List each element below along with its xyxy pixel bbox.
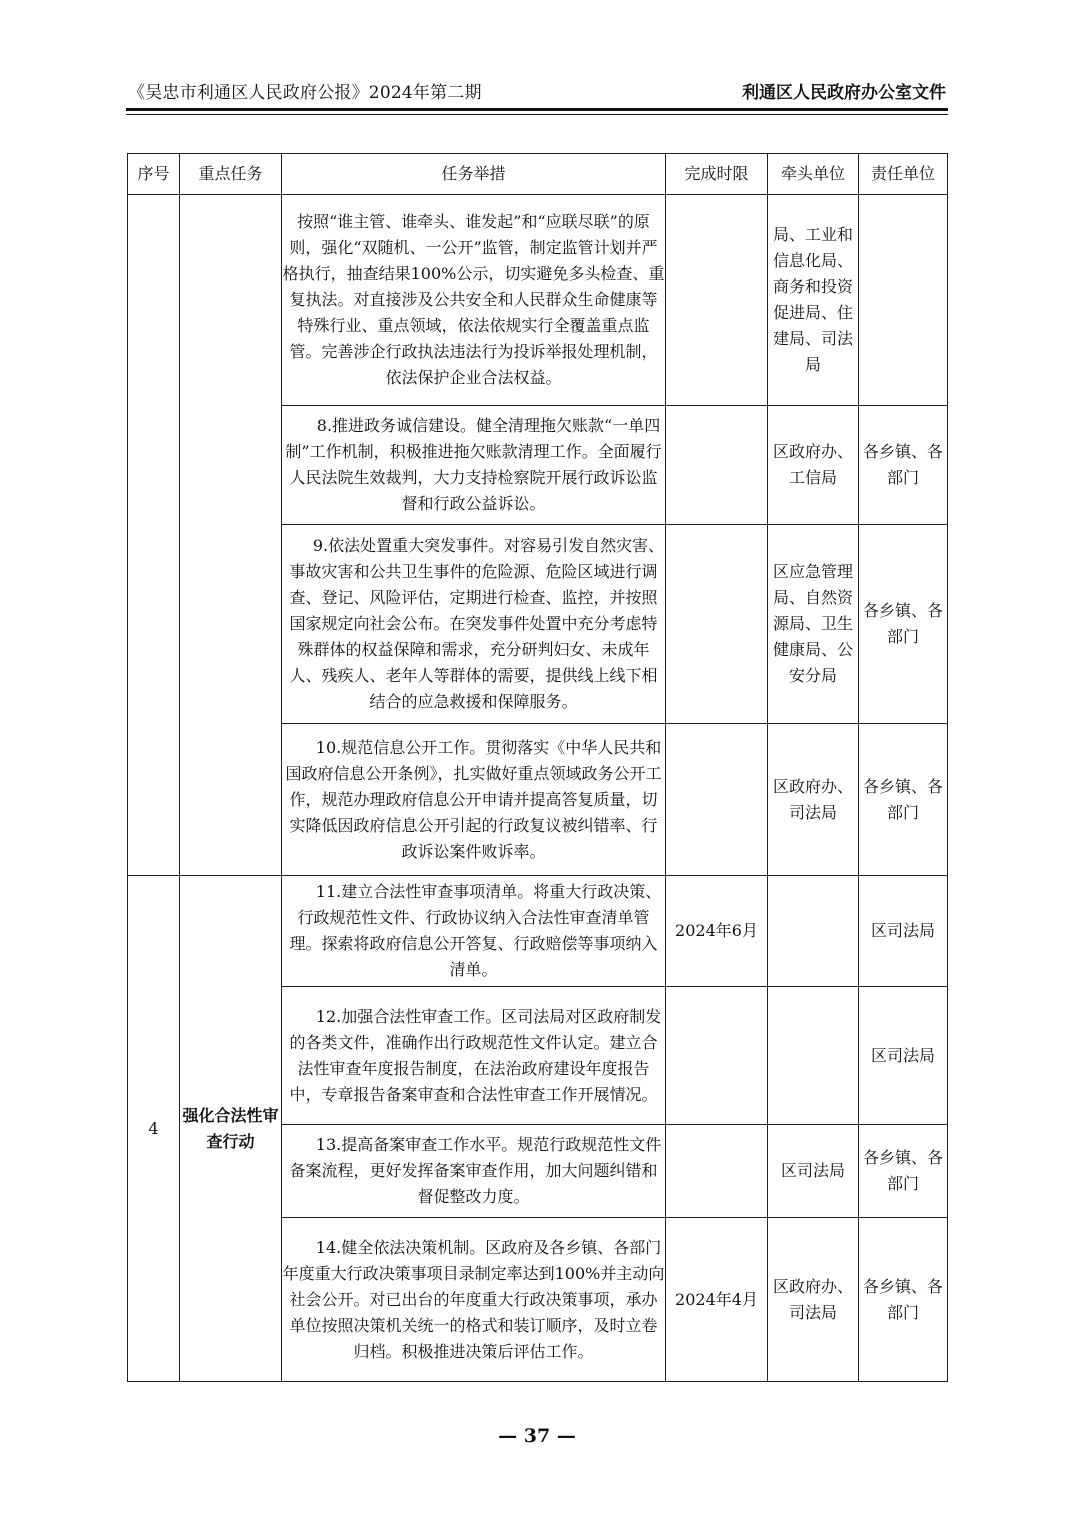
page-number: — 37 — <box>498 1425 576 1447</box>
cell-number <box>128 195 180 876</box>
col-header-responsible: 责任单位 <box>859 154 948 195</box>
cell-measure: 14.健全依法决策机制。区政府及各乡镇、各部门年度重大行政决策事项目录制定率达到100%并主动向社会公开。对已出台的年度重大行政决策事项，承办单位按照决策机关统一的格式和装订顺序，及时立卷归档。积极推进决策后评估工作。 <box>282 1218 666 1382</box>
cell-deadline <box>666 987 768 1125</box>
table-header-row <box>128 154 948 195</box>
cell-lead <box>768 987 859 1125</box>
cell-responsible: 各乡镇、各部门 <box>859 1125 948 1218</box>
col-header-lead: 牵头单位 <box>768 154 859 195</box>
col-header-number: 序号 <box>128 154 180 195</box>
cell-lead: 区政府办、工信局 <box>768 406 859 525</box>
cell-deadline <box>666 1125 768 1218</box>
cell-measure: 13.提高备案审查工作水平。规范行政规范性文件备案流程，更好发挥备案审查作用，加大问题纠错和督促整改力度。 <box>282 1125 666 1218</box>
cell-responsible: 各乡镇、各部门 <box>859 406 948 525</box>
cell-measure: 12.加强合法性审查工作。区司法局对区政府制发的各类文件，准确作出行政规范性文件认定。建立合法性审查年度报告制度，在法治政府建设年度报告中，专章报告备案审查和合法性审查工作开展情况。 <box>282 987 666 1125</box>
cell-deadline <box>666 525 768 724</box>
cell-lead: 区政府办、司法局 <box>768 1218 859 1382</box>
task-table <box>127 153 948 1382</box>
cell-responsible: 各乡镇、各部门 <box>859 525 948 724</box>
cell-deadline <box>666 724 768 876</box>
cell-measure: 9.依法处置重大突发事件。对容易引发自然灾害、事故灾害和公共卫生事件的危险源、危险区域进行调查、登记、风险评估，定期进行检查、监控，并按照国家规定向社会公布。在突发事件处置中充分考虑特殊群体的权益保障和需求，充分研判妇女、未成年人、残疾人、老年人等群体的需要，提供线上线下相结合的应急救援和保障服务。 <box>282 525 666 724</box>
col-header-deadline: 完成时限 <box>666 154 768 195</box>
cell-task <box>180 195 282 876</box>
cell-lead: 区政府办、司法局 <box>768 724 859 876</box>
cell-measure: 11.建立合法性审查事项清单。将重大行政决策、行政规范性文件、行政协议纳入合法性审查清单管理。探索将政府信息公开答复、行政赔偿等事项纳入清单。 <box>282 876 666 987</box>
section-title: 利通区人民政府办公室文件 <box>742 83 946 103</box>
cell-responsible <box>859 195 948 406</box>
cell-responsible: 区司法局 <box>859 876 948 987</box>
cell-measure: 10.规范信息公开工作。贯彻落实《中华人民共和国政府信息公开条例》，扎实做好重点领域政务公开工作，规范办理政府信息公开申请并提高答复质量，切实降低因政府信息公开引起的行政复议被纠错率、行政诉讼案件败诉率。 <box>282 724 666 876</box>
cell-lead <box>768 876 859 987</box>
cell-measure: 8.推进政务诚信建设。健全清理拖欠账款“一单四制”工作机制，积极推进拖欠账款清理工作。全面履行人民法院生效裁判，大力支持检察院开展行政诉讼监督和行政公益诉讼。 <box>282 406 666 525</box>
cell-deadline: 2024年6月 <box>666 876 768 987</box>
col-header-measure: 任务举措 <box>282 154 666 195</box>
cell-responsible: 各乡镇、各部门 <box>859 724 948 876</box>
cell-responsible: 各乡镇、各部门 <box>859 1218 948 1382</box>
header-rule-thin <box>126 114 948 115</box>
table-row <box>128 195 948 406</box>
table-row <box>128 876 948 987</box>
cell-task: 强化合法性审查行动 <box>180 876 282 1382</box>
cell-measure: 按照“谁主管、谁牵头、谁发起”和“应联尽联”的原则，强化“双随机、一公开”监管，制定监管计划并严格执行，抽查结果100%公示，切实避免多头检查、重复执法。对直接涉及公共安全和人民群众生命健康等特殊行业、重点领域，依法依规实行全覆盖重点监管。完善涉企行政执法违法行为投诉举报处理机制，依法保护企业合法权益。 <box>282 195 666 406</box>
cell-deadline <box>666 406 768 525</box>
col-header-task: 重点任务 <box>180 154 282 195</box>
cell-deadline: 2024年4月 <box>666 1218 768 1382</box>
cell-lead: 区应急管理局、自然资源局、卫生健康局、公安分局 <box>768 525 859 724</box>
cell-lead: 局、工业和信息化局、商务和投资促进局、住建局、司法局 <box>768 195 859 406</box>
cell-deadline <box>666 195 768 406</box>
cell-responsible: 区司法局 <box>859 987 948 1125</box>
cell-lead: 区司法局 <box>768 1125 859 1218</box>
publication-title: 《吴忠市利通区人民政府公报》2024年第二期 <box>128 83 482 103</box>
header-rule-thick <box>126 108 948 111</box>
cell-number: 4 <box>128 876 180 1382</box>
